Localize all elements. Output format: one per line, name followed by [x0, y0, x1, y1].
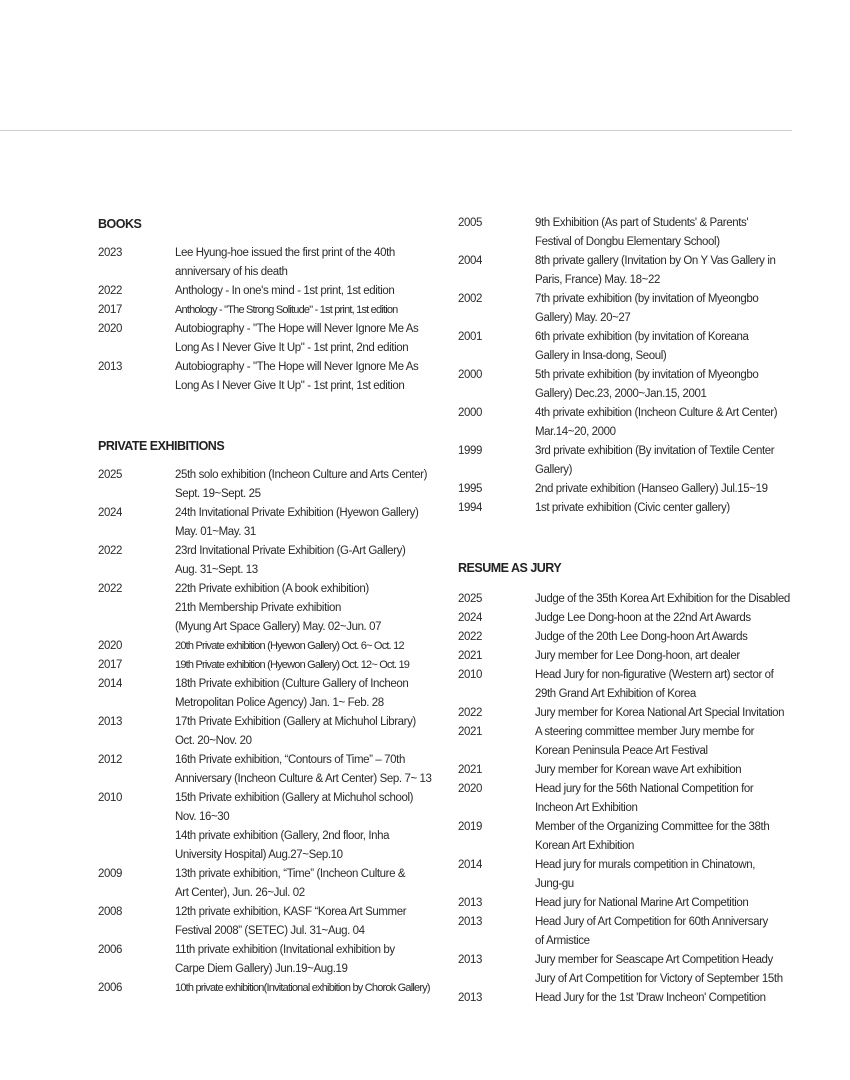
entry-text: Jury member for Korea National Art Special Invitation — [535, 707, 785, 719]
list-item — [458, 723, 792, 761]
entry-year: 2022 — [98, 545, 122, 557]
list-item — [98, 580, 432, 637]
list-item — [458, 780, 792, 818]
entry-year: 2021 — [458, 650, 482, 662]
entry-year: 2010 — [458, 669, 482, 681]
entry-text: 18th Private exhibition (Culture Gallery of Incheon Metropolitan Police Agency) Jan. 1~ Feb. 28 — [175, 678, 409, 709]
entry-year: 2005 — [458, 217, 482, 229]
list-item — [458, 290, 792, 328]
entry-year: 2014 — [98, 678, 122, 690]
list-item — [98, 751, 432, 789]
entry-year: 1995 — [458, 483, 482, 495]
private-exhibitions-continued-list — [458, 214, 792, 518]
entry-text: Anthology - "The Strong Solitude" - 1st print, 1st edition — [175, 304, 398, 316]
entry-year: 2013 — [458, 992, 482, 1004]
entry-text: 2nd private exhibition (Hanseo Gallery) Jul.15~19 — [535, 483, 768, 495]
right-column — [458, 214, 792, 1050]
private-exhibitions-heading: PRIVATE EXHIBITIONS — [98, 439, 225, 453]
list-item — [458, 404, 792, 442]
entry-year: 2006 — [98, 944, 122, 956]
resume-jury-section — [458, 560, 792, 1008]
entry-text: Jury member for Lee Dong-hoon, art dealer — [535, 650, 740, 662]
list-item — [98, 941, 432, 979]
list-item — [458, 328, 792, 366]
entry-year: 2024 — [98, 507, 122, 519]
entry-year: 2020 — [98, 640, 122, 652]
entry-text: 8th private gallery (Invitation by On Y Vas Gallery in Paris, France) May. 18~22 — [535, 255, 776, 286]
entry-text: Head Jury of Art Competition for 60th Anniversary of Armistice — [535, 916, 768, 947]
entry-text: 12th private exhibition, KASF “Korea Art Summer Festival 2008” (SETEC) Jul. 31~Aug. 04 — [175, 906, 407, 937]
entry-year: 2019 — [458, 821, 482, 833]
list-item — [458, 856, 792, 894]
list-item — [458, 590, 792, 609]
books-heading: BOOKS — [98, 217, 142, 231]
entry-year: 2013 — [458, 954, 482, 966]
list-item — [458, 951, 792, 989]
entry-year: 2004 — [458, 255, 482, 267]
entry-year: 2022 — [98, 285, 122, 297]
entry-year: 2013 — [458, 916, 482, 928]
list-item — [458, 628, 792, 647]
entry-year: 2017 — [98, 304, 122, 316]
entry-year: 2020 — [98, 323, 122, 335]
entry-text: 15th Private exhibition (Gallery at Michuhol school) Nov. 16~30 14th private exhibition (Gallery, 2nd floor, Inha University Hospital) Aug.27~Sep.10 — [175, 792, 414, 861]
resume-jury-heading: RESUME AS JURY — [458, 561, 562, 575]
list-item — [458, 252, 792, 290]
list-item — [98, 903, 432, 941]
entry-text: Head jury for murals competition in Chinatown, Jung-gu — [535, 859, 756, 890]
entry-text: 3rd private exhibition (By invitation of Textile Center Gallery) — [535, 445, 775, 476]
entry-text: 10th private exhibition(Invitational exhibition by Chorok Gallery) — [175, 982, 430, 994]
entry-text: 23rd Invitational Private Exhibition (G-Art Gallery) Aug. 31~Sept. 13 — [175, 545, 406, 576]
list-item — [98, 542, 432, 580]
books-list — [98, 244, 432, 396]
left-column — [98, 216, 432, 1040]
entry-text: Judge of the 35th Korea Art Exhibition for the Disabled — [535, 593, 790, 605]
list-item — [98, 282, 432, 301]
list-item — [458, 894, 792, 913]
entry-year: 2022 — [458, 707, 482, 719]
list-item — [458, 818, 792, 856]
entry-text: 16th Private exhibition, “Contours of Time” – 70th Anniversary (Incheon Culture & Art Center) Sep. 7~ 13 — [175, 754, 432, 785]
entry-year: 2024 — [458, 612, 482, 624]
entry-year: 2009 — [98, 868, 122, 880]
entry-text: 11th private exhibition (Invitational exhibition by Carpe Diem Gallery) Jun.19~Aug.19 — [175, 944, 395, 975]
entry-text: 7th private exhibition (by invitation of Myeongbo Gallery) May. 20~27 — [535, 293, 759, 324]
list-item — [98, 675, 432, 713]
entry-text: Head jury for National Marine Art Competition — [535, 897, 749, 909]
list-item — [98, 301, 432, 320]
entry-year: 1999 — [458, 445, 482, 457]
entry-text: 1st private exhibition (Civic center gallery) — [535, 502, 730, 514]
list-item — [98, 979, 432, 998]
list-item — [458, 704, 792, 723]
list-item — [458, 442, 792, 480]
list-item — [458, 499, 792, 518]
entry-year: 2002 — [458, 293, 482, 305]
entry-text: 17th Private Exhibition (Gallery at Michuhol Library) Oct. 20~Nov. 20 — [175, 716, 416, 747]
entry-year: 2006 — [98, 982, 122, 994]
entry-text: Judge of the 20th Lee Dong-hoon Art Awards — [535, 631, 748, 643]
entry-text: A steering committee member Jury membe for Korean Peninsula Peace Art Festival — [535, 726, 755, 757]
entry-text: Jury member for Korean wave Art exhibition — [535, 764, 742, 776]
books-section — [98, 216, 432, 396]
list-item — [98, 504, 432, 542]
entry-year: 2025 — [458, 593, 482, 605]
list-item — [458, 761, 792, 780]
list-item — [98, 358, 432, 396]
entry-year: 2022 — [98, 583, 122, 595]
list-item — [458, 647, 792, 666]
entry-year: 2013 — [458, 897, 482, 909]
entry-year: 2000 — [458, 407, 482, 419]
entry-year: 2001 — [458, 331, 482, 343]
entry-text: 4th private exhibition (Incheon Culture & Art Center) Mar.14~20, 2000 — [535, 407, 778, 438]
list-item — [98, 466, 432, 504]
entry-year: 2020 — [458, 783, 482, 795]
entry-year: 2010 — [98, 792, 122, 804]
entry-text: Jury member for Seascape Art Competition Heady Jury of Art Competition for Victory of September 15th — [535, 954, 783, 985]
list-item — [98, 789, 432, 865]
entry-year: 2012 — [98, 754, 122, 766]
entry-text: Lee Hyung-hoe issued the first print of the 40th anniversary of his death — [175, 247, 395, 278]
entry-year: 2021 — [458, 764, 482, 776]
entry-text: Autobiography - "The Hope will Never Ignore Me As Long As I Never Give It Up" - 1st print, 2nd edition — [175, 323, 419, 354]
entry-text: 20th Private exhibition (Hyewon Gallery) Oct. 6~ Oct. 12 — [175, 640, 404, 652]
list-item — [458, 666, 792, 704]
entry-text: 22th Private exhibition (A book exhibition) 21th Membership Private exhibition (Myung Art Space Gallery) May. 02~Jun. 07 — [175, 583, 382, 633]
entry-text: 19th Private exhibition (Hyewon Gallery) Oct. 12~ Oct. 19 — [175, 659, 410, 671]
entry-text: Judge Lee Dong-hoon at the 22nd Art Awards — [535, 612, 751, 624]
entry-text: Member of the Organizing Committee for the 38th Korean Art Exhibition — [535, 821, 770, 852]
list-item — [458, 214, 792, 252]
list-item — [98, 320, 432, 358]
entry-text: Anthology - In one's mind - 1st print, 1st edition — [175, 285, 395, 297]
list-item — [458, 366, 792, 404]
entry-year: 2022 — [458, 631, 482, 643]
private-exhibitions-continued-section — [458, 214, 792, 518]
entry-text: Autobiography - "The Hope will Never Ignore Me As Long As I Never Give It Up" - 1st print, 1st edition — [175, 361, 419, 392]
entry-year: 1994 — [458, 502, 482, 514]
list-item — [458, 913, 792, 951]
entry-text: 6th private exhibition (by invitation of Koreana Gallery in Insa-dong, Seoul) — [535, 331, 749, 362]
entry-text: Head jury for the 56th National Competition for Incheon Art Exhibition — [535, 783, 754, 814]
entry-year: 2000 — [458, 369, 482, 381]
list-item — [98, 637, 432, 656]
list-item — [458, 480, 792, 499]
entry-text: 5th private exhibition (by invitation of Myeongbo Gallery) Dec.23, 2000~Jan.15, 2001 — [535, 369, 759, 400]
entry-text: Head Jury for the 1st 'Draw Incheon' Competition — [535, 992, 766, 1004]
list-item — [98, 244, 432, 282]
entry-text: 9th Exhibition (As part of Students' & Parents' Festival of Dongbu Elementary School) — [535, 217, 749, 248]
list-item — [98, 656, 432, 675]
resume-jury-list — [458, 590, 792, 1008]
entry-year: 2021 — [458, 726, 482, 738]
entry-year: 2023 — [98, 247, 122, 259]
private-exhibitions-section — [98, 438, 432, 998]
list-item — [98, 713, 432, 751]
entry-text: 13th private exhibition, “Time” (Incheon Culture & Art Center), Jun. 26~Jul. 02 — [175, 868, 406, 899]
entry-year: 2013 — [98, 361, 122, 373]
entry-year: 2013 — [98, 716, 122, 728]
entry-text: 25th solo exhibition (Incheon Culture and Arts Center) Sept. 19~Sept. 25 — [175, 469, 428, 500]
entry-year: 2008 — [98, 906, 122, 918]
private-exhibitions-list — [98, 466, 432, 998]
entry-year: 2017 — [98, 659, 122, 671]
list-item — [98, 865, 432, 903]
header-divider — [0, 130, 792, 131]
list-item — [458, 609, 792, 628]
entry-year: 2025 — [98, 469, 122, 481]
entry-text: 24th Invitational Private Exhibition (Hyewon Gallery) May. 01~May. 31 — [175, 507, 419, 538]
entry-year: 2014 — [458, 859, 482, 871]
entry-text: Head Jury for non-figurative (Western art) sector of 29th Grand Art Exhibition of Korea — [535, 669, 774, 700]
list-item — [458, 989, 792, 1008]
